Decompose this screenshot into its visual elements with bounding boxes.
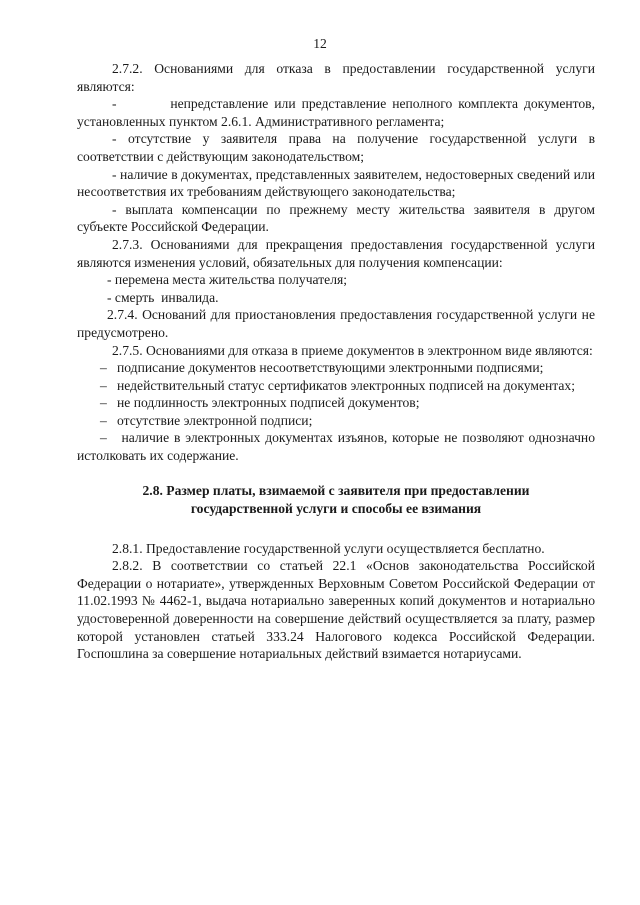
document-body <box>77 60 595 663</box>
paragraph: 2.7.4. Оснований для приостановления предоставления государственной услуги не предусмотрено. <box>77 307 595 340</box>
paragraph: – подписание документов несоответствующими электронными подписями; <box>100 360 544 376</box>
paragraph: 2.7.3. Основаниями для прекращения предоставления государственной услуги являются изменения условий, обязательных для получения компенсации: <box>77 236 595 270</box>
paragraph: 2.7.5. Основаниями для отказа в приеме документов в электронном виде являются: <box>112 342 593 358</box>
paragraph: 2.8.2. В соответствии со статьей 22.1 «Основ законодательства Российской Федерации о нотариате», утвержденных Верховным Советом Российской Федерации от 11.02.1993 № 4462-1, выдача нотариально заверенных копий документов и нотариально удостоверенной доверенности на совершение действий осуществляется за плату, размер которой установлен статьей 333.24 Налогового кодекса Российской Федерации. Госпошлина за совершение нотариальных действий взимается нотариусами. <box>77 558 595 662</box>
paragraph: - отсутствие у заявителя права на получение государственной услуги в соответствии с действующим законодательством; <box>77 131 595 164</box>
paragraph: - смерть инвалида. <box>107 289 219 305</box>
paragraph: – не подлинность электронных подписей документов; <box>100 395 420 411</box>
paragraph: – наличие в электронных документах изъянов, которые не позволяют однозначно истолковать их содержание. <box>77 430 595 464</box>
paragraph: 2.7.2. Основаниями для отказа в предоставлении государственной услуги являются: <box>77 61 595 94</box>
paragraph: - перемена места жительства получателя; <box>107 272 348 288</box>
page-number: 12 <box>313 36 327 51</box>
heading-line-1: 2.8. Размер платы, взимаемой с заявителя при предоставлении <box>142 482 530 498</box>
paragraph: 2.8.1. Предоставление государственной услуги осуществляется бесплатно. <box>112 540 545 556</box>
paragraph: - непредставление или представление неполного комплекта документов, установленных пунктом 2.6.1. Административного регламента; <box>77 96 595 129</box>
heading-line-2: государственной услуги и способы ее взимания <box>190 500 482 516</box>
section-heading-2-8 <box>77 482 595 518</box>
paragraph: – отсутствие электронной подписи; <box>100 412 313 428</box>
paragraph: - наличие в документах, представленных заявителем, недостоверных сведений или несоответствия их требованиям действующего законодательства; <box>77 166 595 200</box>
section-2-8 <box>77 540 595 663</box>
paragraph: – недействительный статус сертификатов электронных подписей на документах; <box>100 377 576 393</box>
section-2-7 <box>77 60 595 465</box>
paragraph: - выплата компенсации по прежнему месту жительства заявителя в другом субъекте Российской Федерации. <box>77 201 595 235</box>
